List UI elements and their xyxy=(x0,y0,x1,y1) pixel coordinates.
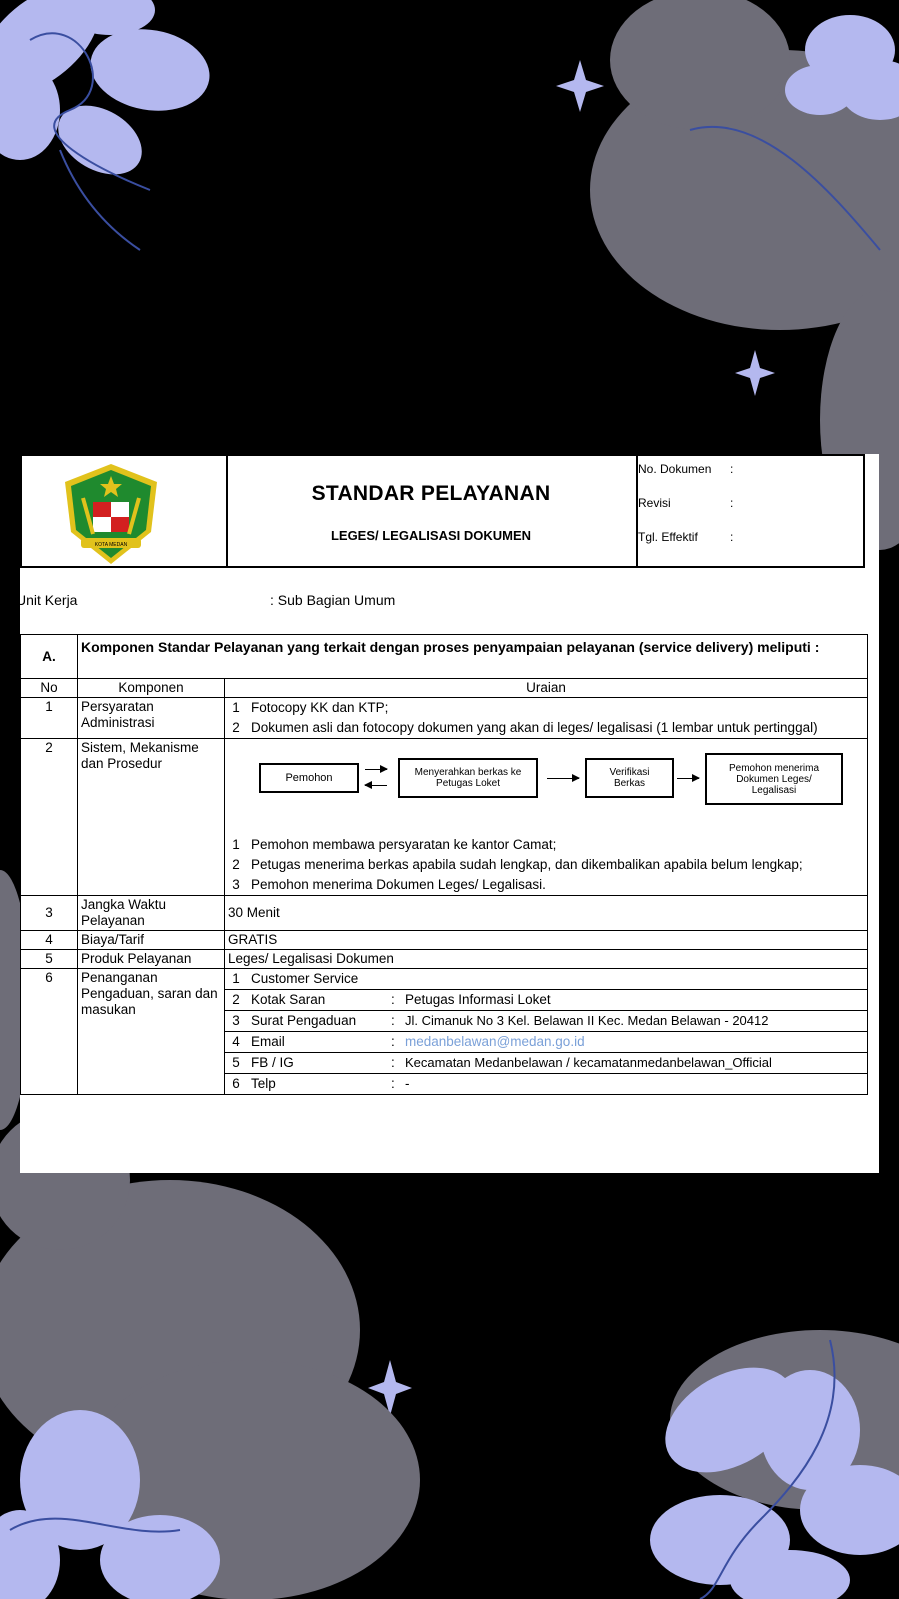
col-header-uraian: Uraian xyxy=(225,679,868,698)
row-number: 1 xyxy=(21,698,78,739)
row-komponen: Jangka Waktu Pelayanan xyxy=(78,896,225,931)
page-title: STANDAR PELAYANAN xyxy=(311,482,551,505)
list-item xyxy=(225,969,867,990)
procedure-flowchart xyxy=(225,739,867,835)
meta-revision-label: Revisi xyxy=(638,496,671,510)
list-item xyxy=(225,718,867,738)
channel-colon: : xyxy=(387,1032,401,1053)
meta-effective-date xyxy=(638,530,734,544)
list-item-number: 4 xyxy=(225,1032,247,1053)
row-komponen: Penanganan Pengaduan, saran dan masukan xyxy=(78,969,225,1095)
channel-colon: : xyxy=(387,1053,401,1074)
list-item-number: 1 xyxy=(232,837,240,852)
row-number: 3 xyxy=(21,896,78,931)
list-item-number: 5 xyxy=(225,1053,247,1074)
row-komponen: Sistem, Mekanisme dan Prosedur xyxy=(78,739,225,896)
list-item xyxy=(225,1053,867,1074)
service-component-table xyxy=(20,634,868,1095)
title-cell xyxy=(226,456,638,566)
row-uraian xyxy=(225,698,868,739)
row-uraian: 30 Menit xyxy=(225,896,868,931)
row-number: 5 xyxy=(21,950,78,969)
row-uraian xyxy=(225,739,868,896)
logo-cell xyxy=(22,456,228,566)
list-item-number: 3 xyxy=(232,877,240,892)
meta-revision xyxy=(638,496,734,510)
list-item-number: 1 xyxy=(232,700,240,715)
meta-effective-date-label: Tgl. Effektif xyxy=(638,530,698,544)
channel-label: Surat Pengaduan xyxy=(247,1011,387,1032)
list-item-number: 2 xyxy=(232,857,240,872)
channel-value: Jl. Cimanuk No 3 Kel. Belawan II Kec. Medan Belawan - 20412 xyxy=(401,1011,867,1032)
flow-box-submit: Menyerahkan berkas ke Petugas Loket xyxy=(398,758,538,798)
table-row xyxy=(21,931,868,950)
row-komponen: Biaya/Tarif xyxy=(78,931,225,950)
column-header-row xyxy=(21,679,868,698)
list-item xyxy=(225,1032,867,1053)
service-standard-document xyxy=(16,454,879,1173)
flow-box-pemohon: Pemohon xyxy=(259,763,359,793)
meta-revision-colon: : xyxy=(730,496,734,510)
meta-doc-number-label: No. Dokumen xyxy=(638,462,712,476)
list-item xyxy=(225,855,867,875)
arrow-right-icon xyxy=(547,778,579,779)
list-item-number: 2 xyxy=(225,990,247,1011)
flow-box-receive: Pemohon menerima Dokumen Leges/ Legalisasi xyxy=(705,753,843,805)
row-uraian xyxy=(225,969,868,1095)
channel-label: FB / IG xyxy=(247,1053,387,1074)
list-item xyxy=(225,875,867,895)
arrow-right-icon xyxy=(677,778,699,779)
page-subtitle: LEGES/ LEGALISASI DOKUMEN xyxy=(330,528,532,543)
document-header xyxy=(20,454,865,568)
list-item-text: Pemohon membawa persyaratan ke kantor Camat; xyxy=(251,837,557,852)
flow-box-verify: Verifikasi Berkas xyxy=(585,758,674,798)
procedure-steps-list xyxy=(225,835,867,895)
section-header-row xyxy=(21,635,868,679)
channel-colon: : xyxy=(387,1074,401,1095)
col-header-komponen: Komponen xyxy=(78,679,225,698)
city-emblem-logo-icon xyxy=(59,462,163,566)
channel-value: Petugas Informasi Loket xyxy=(401,990,867,1011)
list-item-text: Fotocopy KK dan KTP; xyxy=(251,700,389,715)
logo-text: KOTA MEDAN xyxy=(94,542,128,548)
list-item-number: 6 xyxy=(225,1074,247,1095)
table-row xyxy=(21,896,868,931)
table-row xyxy=(21,698,868,739)
channel-label: Kotak Saran xyxy=(247,990,387,1011)
list-item-text: Dokumen asli dan fotocopy dokumen yang akan di leges/ legalisasi (1 lembar untuk pertinggal) xyxy=(251,720,818,735)
list-item xyxy=(225,990,867,1011)
list-item xyxy=(225,1074,867,1095)
col-header-no: No xyxy=(21,679,78,698)
channel-colon xyxy=(387,969,401,990)
row-number: 4 xyxy=(21,931,78,950)
table-row xyxy=(21,969,868,1095)
meta-effective-date-colon: : xyxy=(730,530,734,544)
section-letter: A. xyxy=(21,635,78,679)
row-komponen: Produk Pelayanan xyxy=(78,950,225,969)
list-item-number: 3 xyxy=(225,1011,247,1032)
table-row xyxy=(21,950,868,969)
list-item xyxy=(225,698,867,718)
list-item-number: 2 xyxy=(232,720,240,735)
flower-top-left xyxy=(0,0,216,188)
complaint-channels-list xyxy=(225,969,867,1094)
list-item-number: 1 xyxy=(232,971,240,986)
row-uraian: GRATIS xyxy=(225,931,868,950)
row-uraian: Leges/ Legalisasi Dokumen xyxy=(225,950,868,969)
meta-doc-number-colon: : xyxy=(730,462,734,476)
table-row xyxy=(21,739,868,896)
unit-label: Unit Kerja xyxy=(16,592,78,608)
channel-value: Kecamatan Medanbelawan / kecamatanmedanbelawan_Official xyxy=(401,1053,867,1074)
row-number: 6 xyxy=(21,969,78,1095)
section-title: Komponen Standar Pelayanan yang terkait dengan proses penyampaian pelayanan (service delivery) meliputi : xyxy=(78,635,868,679)
unit-value: : Sub Bagian Umum xyxy=(270,592,396,608)
channel-label: Telp xyxy=(247,1074,387,1095)
channel-colon: : xyxy=(387,1011,401,1032)
list-item-text: Pemohon menerima Dokumen Leges/ Legalisasi. xyxy=(251,877,546,892)
channel-label: Customer Service xyxy=(251,971,359,986)
email-link[interactable]: medanbelawan@medan.go.id xyxy=(401,1032,867,1053)
channel-label: Email xyxy=(247,1032,387,1053)
row-komponen: Persyaratan Administrasi xyxy=(78,698,225,739)
list-item xyxy=(225,1011,867,1032)
row-number: 2 xyxy=(21,739,78,896)
channel-value: - xyxy=(401,1074,867,1095)
channel-colon: : xyxy=(387,990,401,1011)
meta-doc-number xyxy=(638,462,734,476)
arrow-right-icon xyxy=(365,769,387,770)
arrow-left-icon xyxy=(365,785,387,786)
list-item-text: Petugas menerima berkas apabila sudah lengkap, dan dikembalikan apabila belum lengkap; xyxy=(251,857,803,872)
list-item xyxy=(225,835,867,855)
channel-value xyxy=(401,969,867,990)
requirements-list xyxy=(225,698,867,738)
